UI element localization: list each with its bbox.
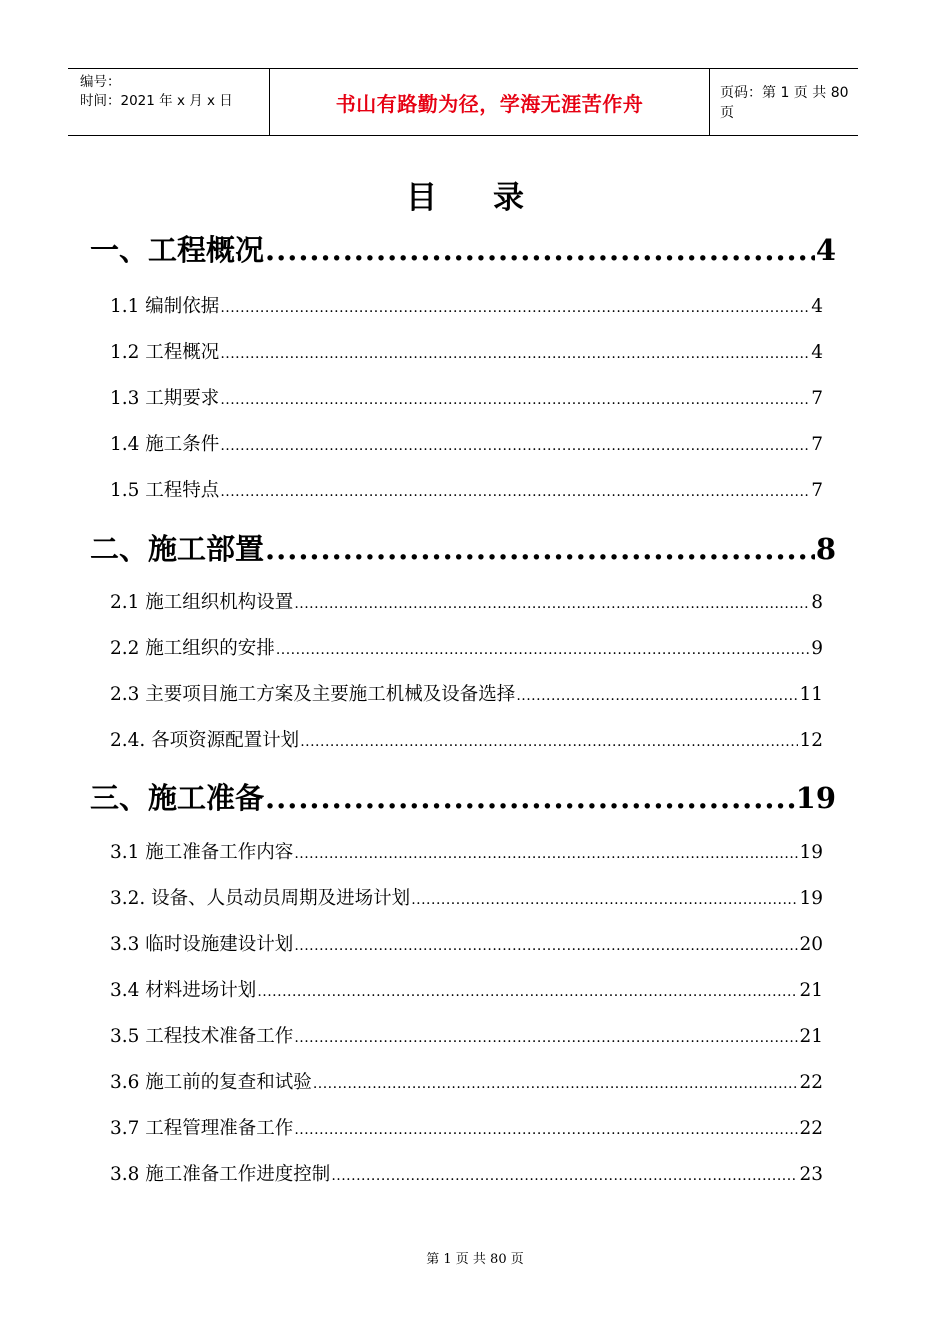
item-label: 2.2 施工组织的安排 [110, 638, 275, 659]
toc-item[interactable] [110, 292, 823, 318]
dot-leader [300, 730, 798, 751]
toc-section-1[interactable] [90, 228, 836, 269]
item-label: 1.2 工程概况 [110, 342, 220, 363]
item-label: 1.1 编制依据 [110, 296, 220, 317]
section-title: 工程概况 [148, 233, 265, 267]
dot-leader [276, 638, 810, 659]
page-footer: 第 1 页 共 80 页 [426, 1252, 524, 1267]
toc-item[interactable] [110, 384, 823, 410]
dot-leader [294, 1026, 798, 1047]
toc-item[interactable] [110, 634, 823, 660]
item-label: 3.3 临时设施建设计划 [110, 934, 294, 955]
item-page: 21 [799, 1026, 823, 1047]
date-line: 时间：2021 年 x 月 x 日 [80, 93, 233, 109]
item-page: 21 [799, 980, 823, 1001]
dot-leader [220, 342, 810, 363]
dot-leader [294, 592, 810, 613]
code-label: 编号： [80, 74, 121, 90]
dot-leader [220, 388, 810, 409]
dot-leader [516, 684, 798, 705]
dot-leader [220, 434, 810, 455]
dot-leader [257, 980, 798, 1001]
dot-leader [220, 480, 810, 501]
item-page: 7 [811, 388, 823, 409]
item-page: 4 [811, 342, 823, 363]
dot-leader [265, 532, 815, 566]
item-page: 22 [799, 1118, 823, 1139]
item-page: 22 [799, 1072, 823, 1093]
toc-item[interactable] [110, 726, 823, 752]
toc-item[interactable] [110, 338, 823, 364]
header-motto-cell [270, 69, 710, 135]
dot-leader [331, 1164, 798, 1185]
item-label: 3.6 施工前的复查和试验 [110, 1072, 312, 1093]
header-page-cell [710, 69, 858, 135]
item-label: 3.7 工程管理准备工作 [110, 1118, 294, 1139]
item-label: 2.4. 各项资源配置计划 [110, 730, 300, 751]
dot-leader [294, 934, 798, 955]
title-char-right: 录 [493, 180, 524, 216]
toc-item[interactable] [110, 1160, 823, 1186]
section-number: 一、 [90, 233, 149, 267]
dot-leader [265, 781, 795, 815]
header-meta-cell [68, 69, 270, 135]
section-number: 二、 [90, 532, 149, 566]
item-label: 3.4 材料进场计划 [110, 980, 257, 1001]
item-page: 20 [799, 934, 823, 955]
toc-item[interactable] [110, 1114, 823, 1140]
toc-item[interactable] [110, 680, 823, 706]
toc-item[interactable] [110, 476, 823, 502]
item-label: 3.8 施工准备工作进度控制 [110, 1164, 331, 1185]
item-label: 3.2. 设备、人员动员周期及进场计划 [110, 888, 411, 909]
toc-item[interactable] [110, 930, 823, 956]
toc-section-3[interactable] [90, 776, 836, 817]
toc-item[interactable] [110, 838, 823, 864]
item-label: 3.5 工程技术准备工作 [110, 1026, 294, 1047]
item-page: 4 [811, 296, 823, 317]
document-header [68, 68, 858, 136]
item-page: 11 [799, 684, 823, 705]
item-label: 1.4 施工条件 [110, 434, 220, 455]
toc-item[interactable] [110, 1022, 823, 1048]
section-page: 19 [795, 781, 836, 815]
item-page: 7 [811, 434, 823, 455]
toc-item[interactable] [110, 976, 823, 1002]
dot-leader [294, 1118, 798, 1139]
title-char-left: 目 [406, 180, 437, 216]
page-info: 页码：第 1 页 共 80 页 [720, 85, 849, 121]
section-page: 4 [815, 233, 836, 267]
item-page: 7 [811, 480, 823, 501]
toc-item[interactable] [110, 884, 823, 910]
item-page: 23 [799, 1164, 823, 1185]
motto-text: 书山有路勤为径，学海无涯苦作舟 [335, 91, 644, 116]
toc-item[interactable] [110, 588, 823, 614]
item-label: 2.3 主要项目施工方案及主要施工机械及设备选择 [110, 684, 516, 705]
section-page: 8 [815, 532, 836, 566]
toc-item[interactable] [110, 430, 823, 456]
toc-section-2[interactable] [90, 527, 836, 568]
dot-leader [411, 888, 798, 909]
item-label: 1.5 工程特点 [110, 480, 220, 501]
section-title: 施工部置 [148, 532, 265, 566]
item-page: 12 [799, 730, 823, 751]
item-label: 1.3 工期要求 [110, 388, 220, 409]
item-page: 9 [811, 638, 823, 659]
page-title [0, 172, 930, 217]
dot-leader [294, 842, 798, 863]
dot-leader [265, 233, 815, 267]
dot-leader [313, 1072, 799, 1093]
item-label: 2.1 施工组织机构设置 [110, 592, 294, 613]
section-title: 施工准备 [148, 781, 265, 815]
item-page: 19 [799, 842, 823, 863]
dot-leader [220, 296, 810, 317]
section-number: 三、 [90, 781, 149, 815]
toc-item[interactable] [110, 1068, 823, 1094]
item-label: 3.1 施工准备工作内容 [110, 842, 294, 863]
item-page: 8 [811, 592, 823, 613]
item-page: 19 [799, 888, 823, 909]
